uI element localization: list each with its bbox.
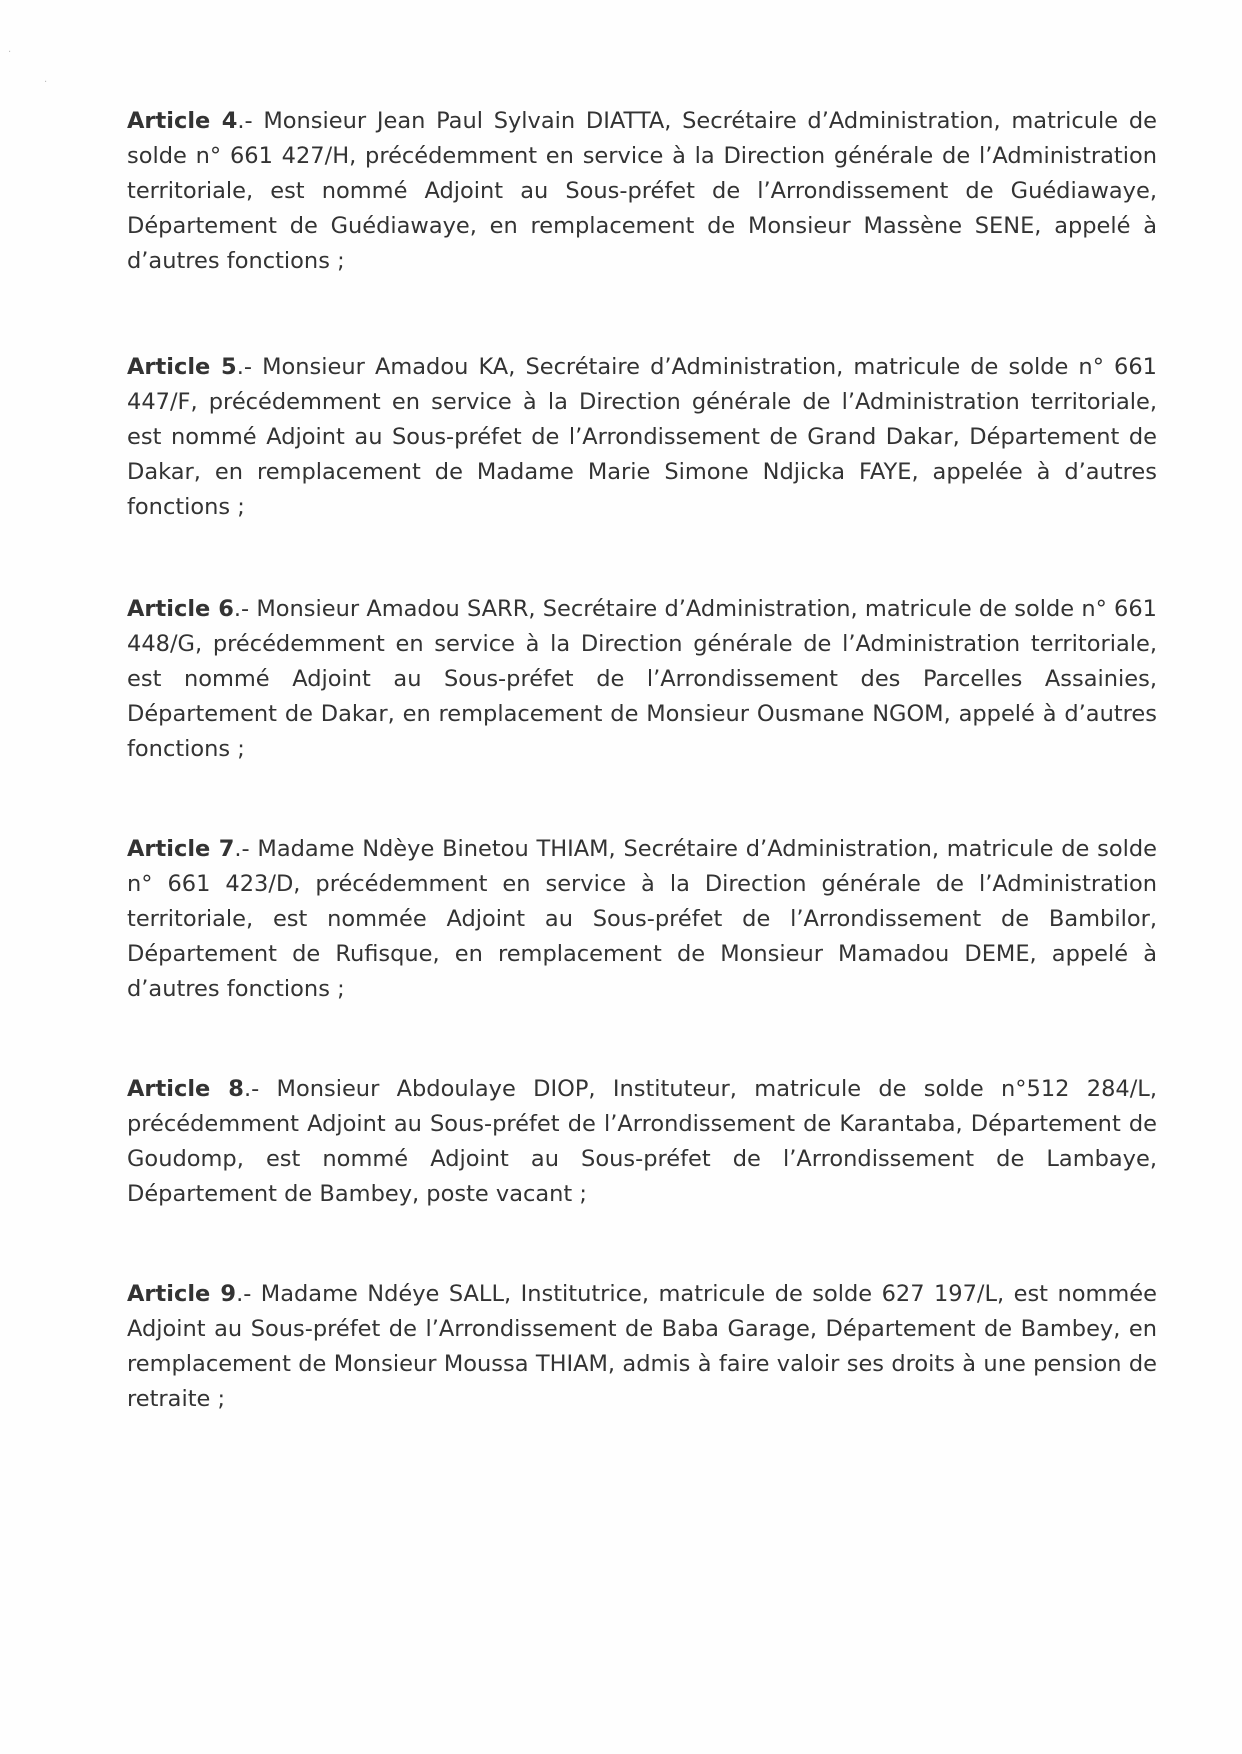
article-8-label: Article 8 <box>127 1076 244 1102</box>
article-7-text: .- Madame Ndèye Binetou THIAM, Secrétaire d’Administration, matricule de solde n° 661 423/D, précédemment en service à la Direction générale de l’Administration territoriale, est nommée Adjoint au Sous-préfet de l’Arrondissement de Bambilor, Département de Rufisque, en remplacement de Monsieur Mamadou DEME, appelé à d’autres fonctions ; <box>127 836 1157 1002</box>
article-8 <box>127 1072 1157 1212</box>
scan-speck: . <box>8 44 12 55</box>
article-9 <box>127 1277 1157 1417</box>
article-4-text: .- Monsieur Jean Paul Sylvain DIATTA, Secrétaire d’Administration, matricule de solde n° 661 427/H, précédemment en service à la Direction générale de l’Administration territoriale, est nommé Adjoint au Sous-préfet de l’Arrondissement de Guédiawaye, Département de Guédiawaye, en remplacement de Monsieur Massène SENE, appelé à d’autres fonctions ; <box>127 108 1157 274</box>
article-6 <box>127 592 1157 767</box>
article-9-text: .- Madame Ndéye SALL, Institutrice, matricule de solde 627 197/L, est nommée Adjoint au Sous-préfet de l’Arrondissement de Baba Garage, Département de Bambey, en remplacement de Monsieur Moussa THIAM, admis à faire valoir ses droits à une pension de retraite ; <box>127 1281 1157 1412</box>
article-4-label: Article 4 <box>127 108 238 134</box>
article-8-text: .- Monsieur Abdoulaye DIOP, Instituteur, matricule de solde n°512 284/L, précédemment Adjoint au Sous-préfet de l’Arrondissement de Karantaba, Département de Goudomp, est nommé Adjoint au Sous-préfet de l’Arrondissement de Lambaye, Département de Bambey, poste vacant ; <box>127 1076 1157 1207</box>
article-7-label: Article 7 <box>127 836 235 862</box>
article-4 <box>127 104 1157 279</box>
article-6-text: .- Monsieur Amadou SARR, Secrétaire d’Administration, matricule de solde n° 661 448/G, précédemment en service à la Direction générale de l’Administration territoriale, est nommé Adjoint au Sous-préfet de l’Arrondissement des Parcelles Assainies, Département de Dakar, en remplacement de Monsieur Ousmane NGOM, appelé à d’autres fonctions ; <box>127 596 1157 762</box>
article-5-label: Article 5 <box>127 354 237 380</box>
article-5 <box>127 350 1157 525</box>
article-9-label: Article 9 <box>127 1281 237 1307</box>
article-7 <box>127 832 1157 1007</box>
article-5-text: .- Monsieur Amadou KA, Secrétaire d’Administration, matricule de solde n° 661 447/F, précédemment en service à la Direction générale de l’Administration territoriale, est nommé Adjoint au Sous-préfet de l’Arrondissement de Grand Dakar, Département de Dakar, en remplacement de Madame Marie Simone Ndjicka FAYE, appelée à d’autres fonctions ; <box>127 354 1157 520</box>
article-6-label: Article 6 <box>127 596 234 622</box>
scan-speck: . <box>44 74 48 85</box>
